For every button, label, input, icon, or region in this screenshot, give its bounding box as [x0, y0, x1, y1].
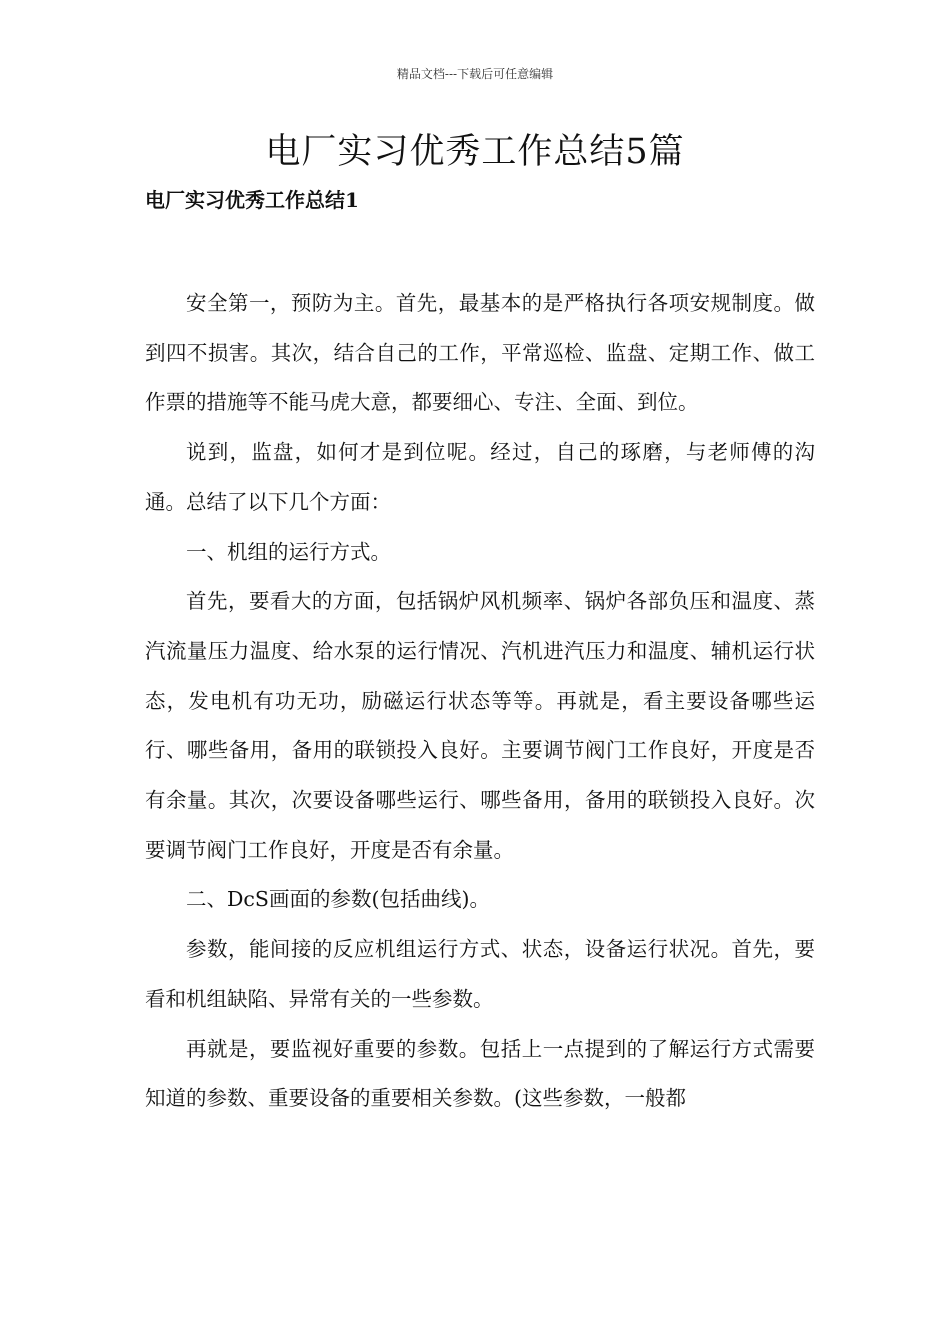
paragraph: 参数，能间接的反应机组运行方式、状态，设备运行状况。首先，要看和机组缺陷、异常有关的一些参数。: [145, 937, 815, 1011]
document-body: [145, 279, 815, 1124]
paragraph: 安全第一，预防为主。首先，最基本的是严格执行各项安规制度。做到四不损害。其次，结合自己的工作，平常巡检、监盘、定期工作、做工作票的措施等不能马虎大意，都要细心、专注、全面、到位。: [145, 291, 815, 415]
header-note: 精品文档---下载后可任意编辑: [396, 67, 554, 81]
paragraph: 再就是，要监视好重要的参数。包括上一点提到的了解运行方式需要知道的参数、重要设备的重要相关参数。(这些参数，一般都: [145, 1036, 815, 1111]
section-title: 电厂实习优秀工作总结1: [145, 188, 359, 212]
paragraph: 说到，监盘，如何才是到位呢。经过，自己的琢磨，与老师傅的沟通。总结了以下几个方面：: [145, 440, 815, 514]
paragraph: 首先，要看大的方面，包括锅炉风机频率、锅炉各部负压和温度、蒸汽流量压力温度、给水泵的运行情况、汽机进汽压力和温度、辅机运行状态，发电机有功无功，励磁运行状态等等。再就是，看主要设备哪些运行、哪些备用，备用的联锁投入良好。主要调节阀门工作良好，开度是否有余量。其次，次要设备哪些运行、哪些备用，备用的联锁投入良好。次要调节阀门工作良好，开度是否有余量。: [145, 589, 815, 862]
list-heading: 二、DcS画面的参数(包括曲线)。: [186, 887, 490, 912]
document-title: 电厂实习优秀工作总结5篇: [265, 132, 685, 172]
list-heading: 一、机组的运行方式。: [186, 539, 391, 564]
